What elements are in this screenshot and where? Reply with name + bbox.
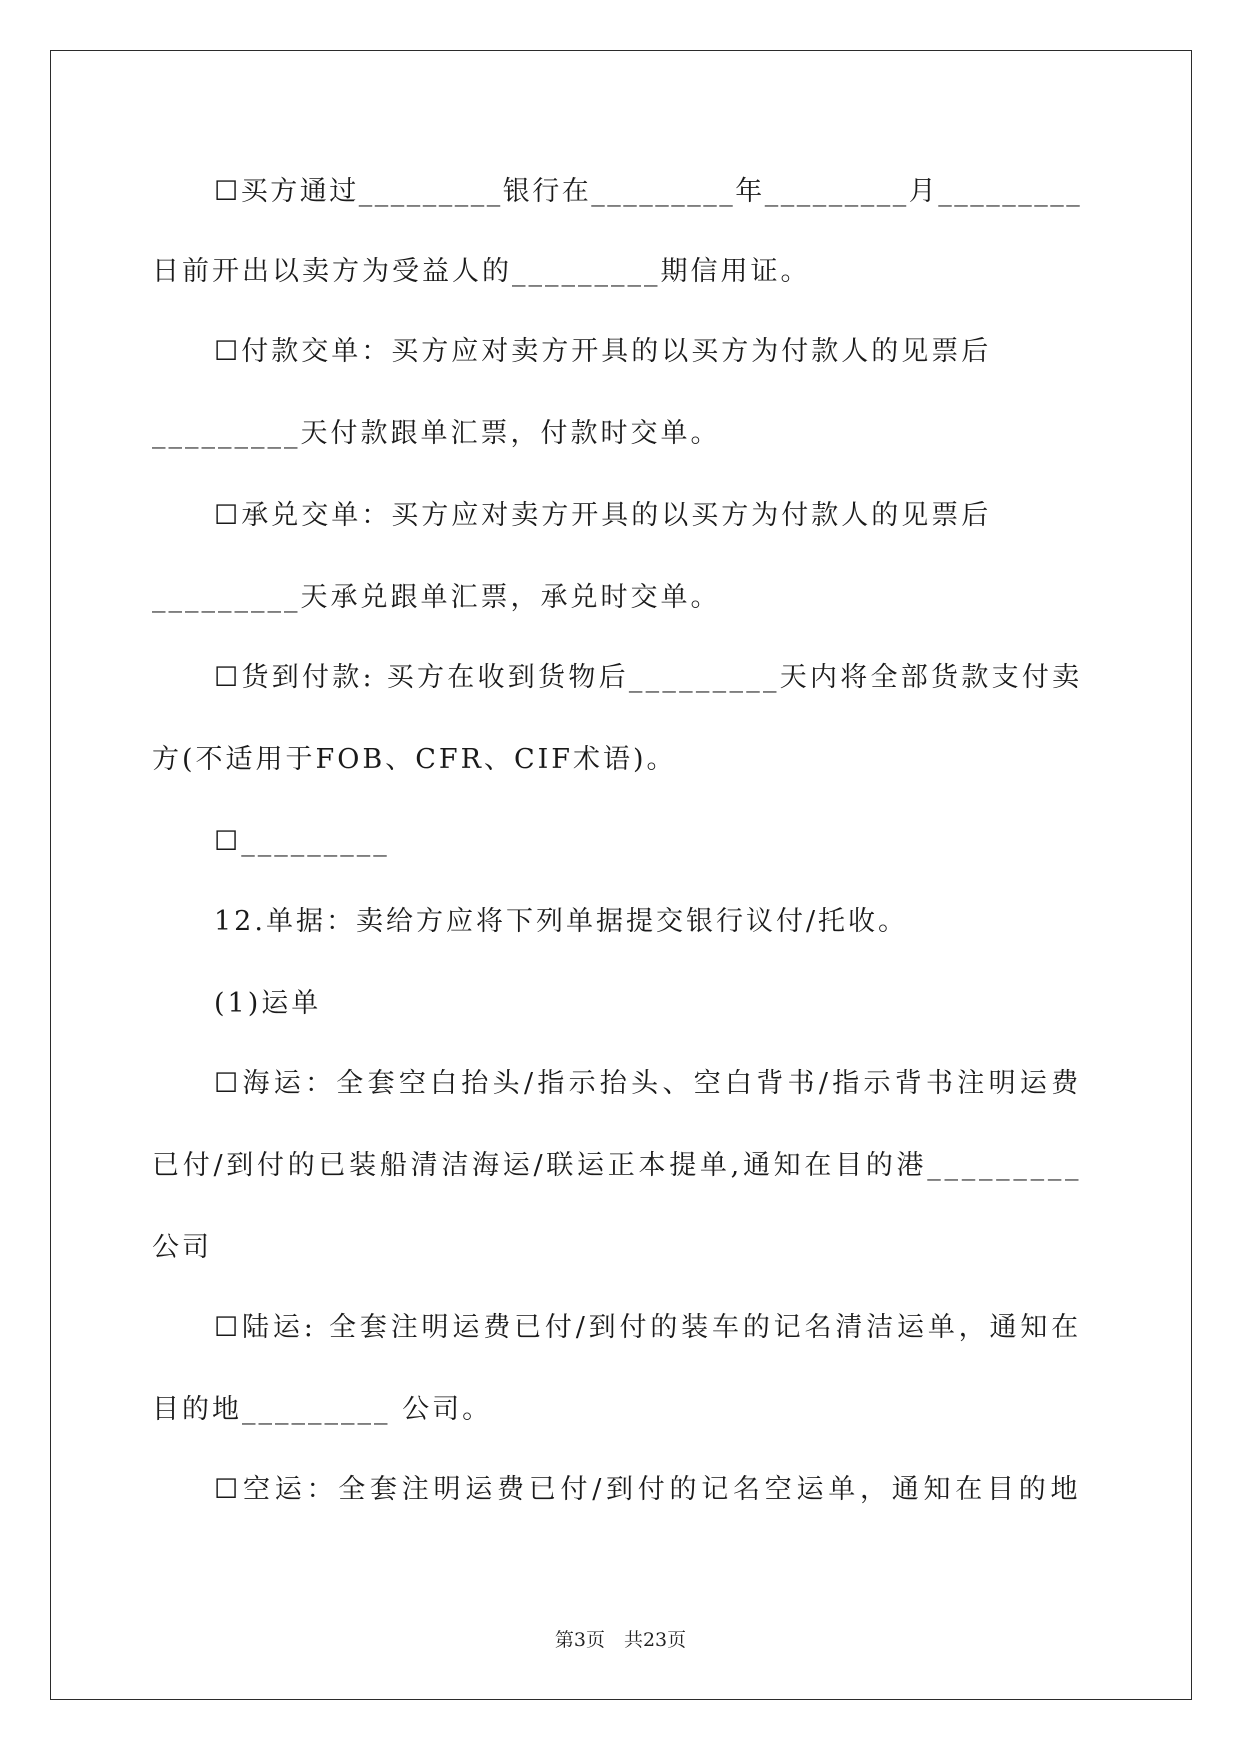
- text-line: [0, 1226, 1241, 1270]
- text-line-content: ☐承兑交单：买方应对卖方开具的以买方为付款人的见票后: [214, 500, 992, 531]
- text-line: [0, 250, 1241, 294]
- text-line-content: 已付/到付的已装船清洁海运/联运正本提单,通知在目的港_________: [152, 1150, 1083, 1181]
- text-line-content: ☐货到付款: 买方在收到货物后_________天内将全部货款支付卖: [214, 662, 1083, 693]
- text-line: [0, 1144, 1241, 1188]
- text-line-content: 公司: [152, 1232, 212, 1263]
- text-line: [0, 170, 1241, 214]
- text-line: [0, 1062, 1241, 1106]
- text-line-content: 方(不适用于FOB、CFR、CIF术语)。: [152, 744, 677, 775]
- text-line-content: ☐陆运: 全套注明运费已付/到付的装车的记名清洁运单，通知在: [214, 1312, 1082, 1343]
- text-line: [0, 738, 1241, 782]
- text-line-content: ☐空运：全套注明运费已付/到付的记名空运单，通知在目的地: [214, 1474, 1083, 1505]
- text-line: [0, 982, 1241, 1026]
- text-line: [0, 1468, 1241, 1512]
- text-line: [0, 494, 1241, 538]
- page-border: [50, 50, 1192, 1700]
- text-line: [0, 820, 1241, 864]
- text-line-content: ☐买方通过_________银行在_________年_________月_________: [214, 176, 1083, 207]
- text-line: [0, 412, 1241, 456]
- text-line-content: 12.单据：卖给方应将下列单据提交银行议付/托收。: [214, 906, 909, 937]
- text-line: [0, 1388, 1241, 1432]
- text-line-content: 目的地_________ 公司。: [152, 1394, 493, 1425]
- text-line-content: ☐_________: [214, 826, 390, 857]
- text-line: [0, 330, 1241, 374]
- text-line-content: ☐付款交单：买方应对卖方开具的以买方为付款人的见票后: [214, 336, 992, 367]
- text-line: [0, 576, 1241, 620]
- text-line: [0, 900, 1241, 944]
- text-line-content: ☐海运：全套空白抬头/指示抬头、空白背书/指示背书注明运费: [214, 1068, 1083, 1099]
- text-line-content: (1)运单: [214, 988, 322, 1019]
- text-line-content: _________天承兑跟单汇票，承兑时交单。: [152, 582, 721, 613]
- text-line: [0, 1306, 1241, 1350]
- text-line-content: 日前开出以卖方为受益人的_________期信用证。: [152, 256, 811, 287]
- text-line: [0, 656, 1241, 700]
- text-line-content: _________天付款跟单汇票，付款时交单。: [152, 418, 721, 449]
- page-footer: 第3页 共23页: [554, 1629, 687, 1651]
